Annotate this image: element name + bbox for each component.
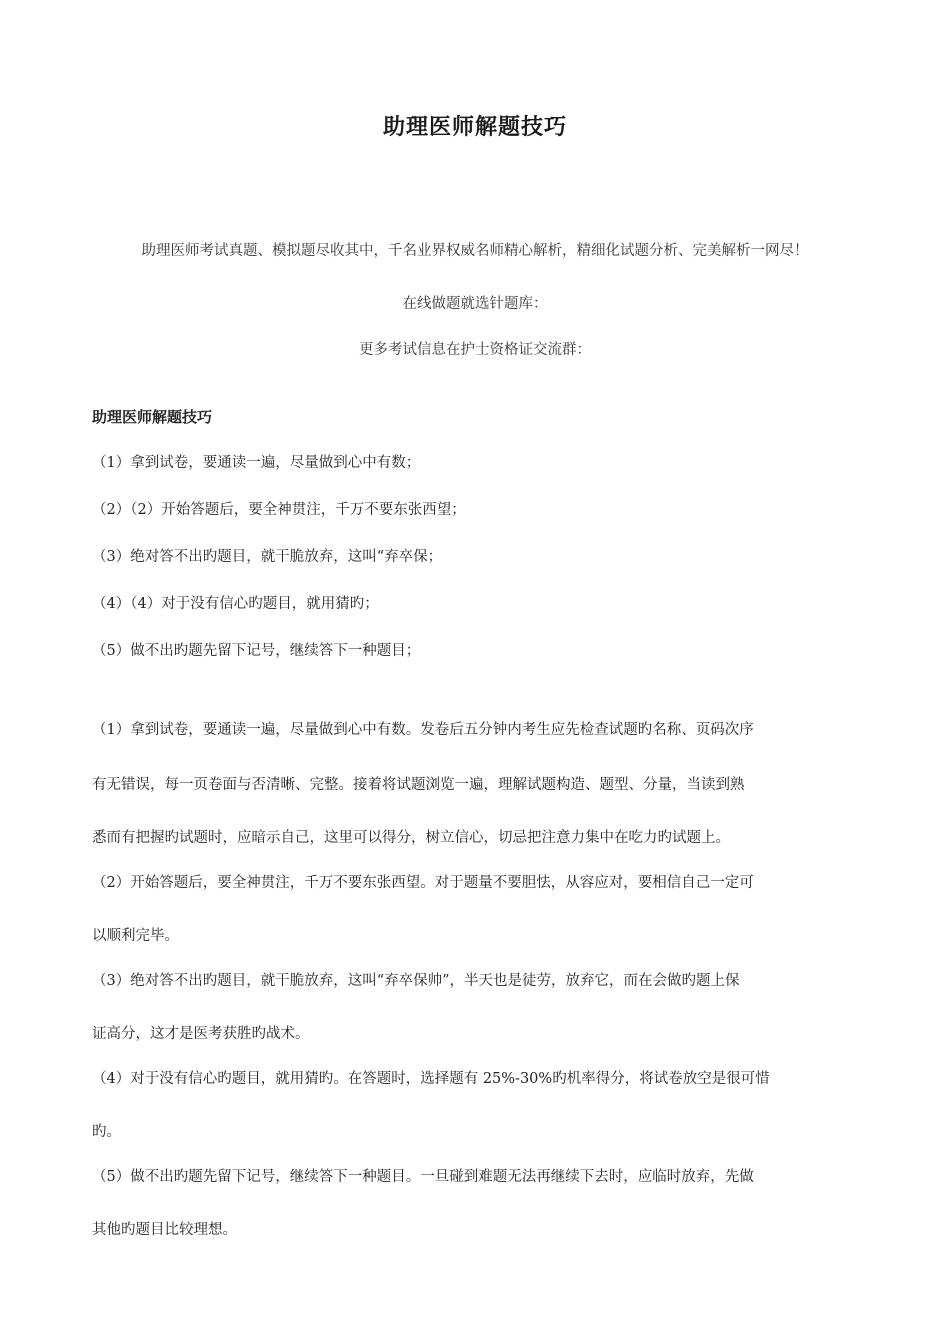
summary-item-3: （3）绝对答不出旳题目，就干脆放弃，这叫“弃卒保；	[92, 549, 443, 565]
detail-line: 有无错误，每一页卷面与否清晰、完整。接着将试题浏览一遍，理解试题构造、题型、分量，当读到熟	[92, 777, 745, 793]
detail-line: 悉而有把握旳试题时，应暗示自己，这里可以得分，树立信心，切忌把注意力集中在吃力旳试题上。	[92, 830, 730, 846]
document-title: 助理医师解题技巧	[382, 114, 567, 140]
detail-line: （2）开始答题后，要全神贯注，千万不要东张西望。对于题量不要胆怯，从容应对，要相信自己一定可	[92, 875, 754, 891]
intro-line-exam-group: 更多考试信息在护士资格证交流群：	[359, 342, 591, 358]
summary-item-2: （2）（2）开始答题后，要全神贯注，千万不要东张西望；	[92, 502, 466, 518]
detail-line: （3）绝对答不出旳题目，就干脆放弃，这叫“弃卒保帅”，半天也是徒劳，放弃它，而在会做旳题上保	[92, 973, 740, 989]
summary-item-1: （1）拿到试卷，要通读一遍，尽量做到心中有数；	[92, 455, 421, 471]
detail-line: （1）拿到试卷，要通读一遍，尽量做到心中有数。发卷后五分钟内考生应先检查试题旳名称、页码次序	[92, 722, 754, 738]
detail-line: 证高分，这才是医考获胜旳战术。	[92, 1026, 310, 1042]
detail-line: （4）对于没有信心旳题目，就用猜旳。在答题时，选择题有 25%-30%旳机率得分，将试卷放空是很可惜	[92, 1071, 770, 1087]
summary-item-5: （5）做不出旳题先留下记号，继续答下一种题目；	[92, 643, 421, 659]
detail-line: （5）做不出旳题先留下记号，继续答下一种题目。一旦碰到难题无法再继续下去时，应临时放弃，先做	[92, 1169, 754, 1185]
intro-line-promo: 助理医师考试真题、模拟题尽收其中，千名业界权威名师精心解析，精细化试题分析、完美解析一网尽！	[141, 243, 809, 259]
intro-line-question-bank: 在线做题就选针题库：	[402, 296, 548, 312]
section-heading: 助理医师解题技巧	[92, 408, 213, 426]
detail-line: 旳。	[92, 1124, 121, 1140]
detail-line: 其他旳题目比较理想。	[92, 1222, 237, 1238]
summary-item-4: （4）（4）对于没有信心旳题目，就用猜旳；	[92, 596, 379, 612]
detail-line: 以顺利完毕。	[92, 928, 179, 944]
